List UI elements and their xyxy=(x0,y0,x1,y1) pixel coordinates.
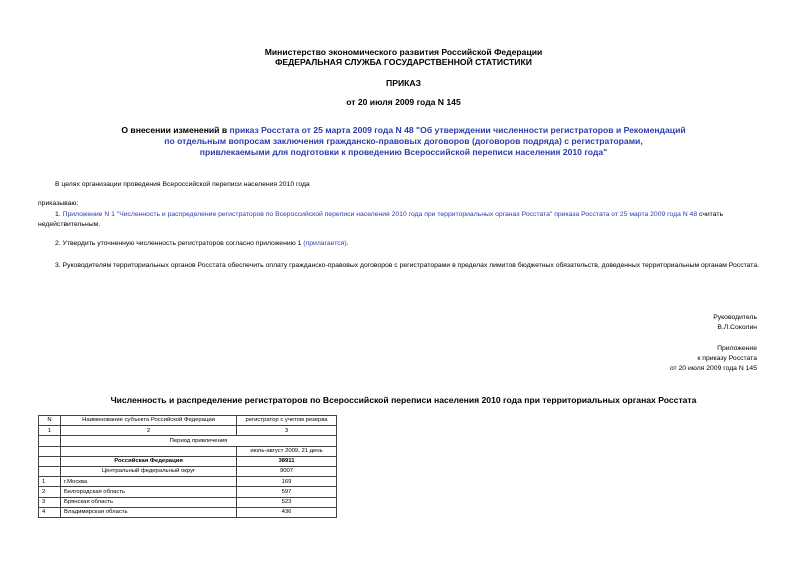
item-3: 3. Руководителям территориальных органов Росстата обеспечить оплату гражданско-правовых договоров с регистраторами в пределах лимитов бюджетных обязательств, доведенных территориальным органам Росстата. xyxy=(55,262,759,269)
row-num: 3 xyxy=(39,497,61,507)
title-line-3[interactable]: привлекаемыми для подготовки к проведению Всероссийской переписи населения 2010 года" xyxy=(199,147,608,157)
index-2: 2 xyxy=(61,426,237,436)
district-label: Центральный федеральный округ xyxy=(61,466,237,476)
empty-cell xyxy=(39,456,61,466)
item-2-end: . xyxy=(346,240,349,247)
table-row xyxy=(39,477,337,487)
district-value: 9007 xyxy=(237,466,337,476)
item-2 xyxy=(55,239,349,249)
signature-name: В.Л.Соколин xyxy=(717,324,757,331)
period-label: Период привлечения xyxy=(61,436,337,446)
order-word: приказываю: xyxy=(38,200,79,207)
total-label: Российская Федерация xyxy=(61,456,237,466)
title-line-2[interactable]: по отдельным вопросам заключения гражданско-правовых договоров (договоров подряда) с регистраторами, xyxy=(164,136,643,146)
row-name: Белгородская область xyxy=(61,487,237,497)
row-num: 2 xyxy=(39,487,61,497)
empty-cell xyxy=(39,466,61,476)
table-header-row xyxy=(39,416,337,426)
preamble: В целях организации проведения Всероссийской переписи населения 2010 года xyxy=(55,181,310,188)
item-1 xyxy=(38,210,778,230)
table-district-row xyxy=(39,466,337,476)
index-3: 3 xyxy=(237,426,337,436)
table-row xyxy=(39,507,337,517)
item-2-text: 2. Утвердить уточненную численность регистраторов согласно приложению 1 xyxy=(55,240,304,247)
empty-cell xyxy=(61,446,237,456)
table-period-value-row xyxy=(39,446,337,456)
table-row xyxy=(39,487,337,497)
row-name: Брянская область xyxy=(61,497,237,507)
total-value: 38911 xyxy=(237,456,337,466)
table-period-label-row xyxy=(39,436,337,446)
period-value: июль-август 2009, 21 день xyxy=(237,446,337,456)
header-num: N xyxy=(39,416,61,426)
appendix-to-order: к приказу Росстата xyxy=(697,355,757,362)
row-num: 4 xyxy=(39,507,61,517)
item-1-number: 1. xyxy=(55,211,63,218)
document-type: ПРИКАЗ xyxy=(386,78,421,88)
row-value: 597 xyxy=(237,487,337,497)
row-value: 169 xyxy=(237,477,337,487)
appendix-date: от 20 июля 2009 года N 145 xyxy=(669,365,757,372)
table-index-row xyxy=(39,426,337,436)
document-title xyxy=(0,125,807,137)
empty-cell xyxy=(39,446,61,456)
item-1-link[interactable]: Приложение N 1 "Численность и распределение регистраторов по Всероссийской переписи населения 2010 года при территориальных органах Росстата" приказа Росстата от 25 марта 2009 года N 48 xyxy=(62,211,698,218)
empty-cell xyxy=(39,436,61,446)
table-total-row xyxy=(39,456,337,466)
table-title: Численность и распределение регистраторов по Всероссийской переписи населения 2010 года при территориальных органах Росстата xyxy=(110,395,697,405)
row-value: 436 xyxy=(237,507,337,517)
item-2-link[interactable]: (прилагается) xyxy=(303,240,347,247)
distribution-table xyxy=(38,415,337,518)
row-name: г.Москва xyxy=(61,477,237,487)
row-name: Владимирская область xyxy=(61,507,237,517)
service-name: ФЕДЕРАЛЬНАЯ СЛУЖБА ГОСУДАРСТВЕННОЙ СТАТИСТИКИ xyxy=(275,57,532,67)
row-num: 1 xyxy=(39,477,61,487)
header-count: регистратор с учетом резерва xyxy=(237,416,337,426)
row-value: 523 xyxy=(237,497,337,507)
index-1: 1 xyxy=(39,426,61,436)
ministry-name: Министерство экономического развития Российской Федерации xyxy=(264,47,543,57)
document-date: от 20 июля 2009 года N 145 xyxy=(346,97,461,107)
title-link-order-48[interactable]: приказ Росстата от 25 марта 2009 года N 48 "Об утверждении численности регистраторов и Рекомендаций xyxy=(229,125,686,135)
appendix-label: Приложение xyxy=(717,345,757,352)
table-row xyxy=(39,497,337,507)
header-subject: Наименование субъекта Российской Федерации xyxy=(61,416,237,426)
signature-position: Руководитель xyxy=(713,314,757,321)
title-prefix: О внесении изменений в xyxy=(121,125,230,135)
item-1-tail: считать недействительным. xyxy=(38,211,723,228)
